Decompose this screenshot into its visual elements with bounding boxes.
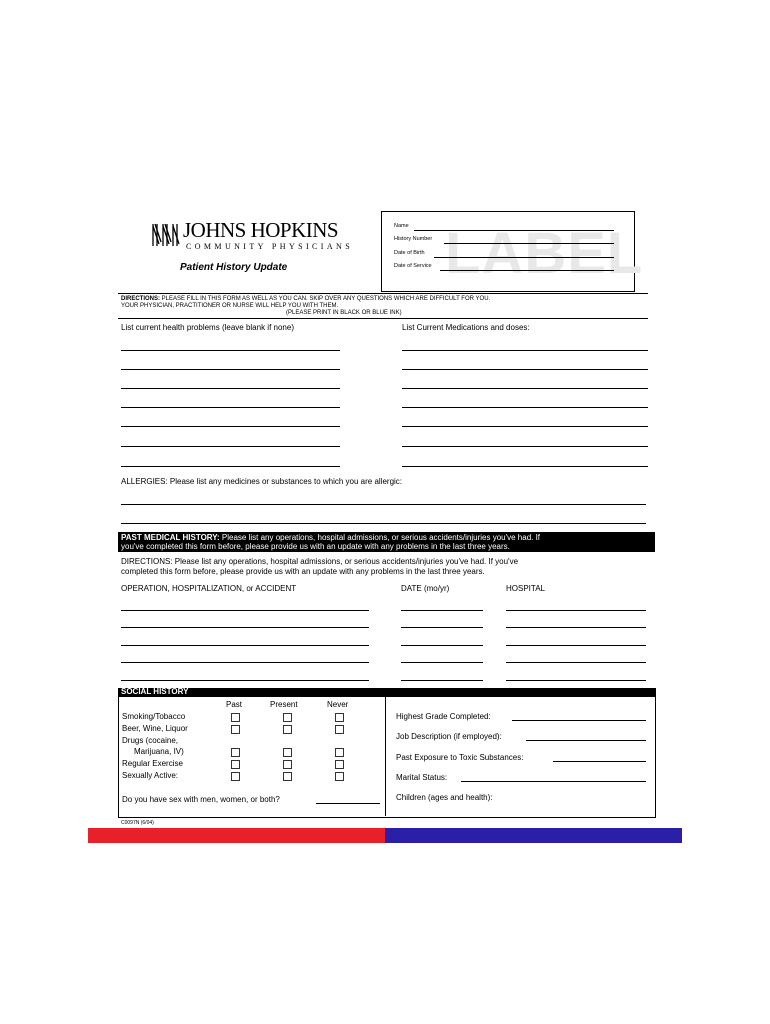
operation-line[interactable] [121,662,369,663]
sexually-active-present-checkbox[interactable] [283,772,292,781]
date-of-birth-field-line[interactable] [434,257,614,258]
date-line[interactable] [401,627,483,628]
never-column-header: Never [327,700,349,709]
health-problem-line[interactable] [121,350,340,351]
job-label: Job Description (if employed): [396,732,502,741]
marital-line[interactable] [461,781,646,782]
footer-blue-bar [385,828,682,843]
sexually-active-past-checkbox[interactable] [231,772,240,781]
smoking-label: Smoking/Tobacco [122,712,186,721]
exercise-never-checkbox[interactable] [335,760,344,769]
date-of-birth-field-label: Date of Birth [394,250,425,256]
drugs-label: Drugs (cocaine, [122,736,179,745]
social-divider [385,697,386,816]
social-history-title: SOCIAL HISTORY [121,687,189,696]
date-line[interactable] [401,645,483,646]
date-line[interactable] [401,662,483,663]
form-title: Patient History Update [180,262,288,273]
medication-line[interactable] [402,466,648,467]
medication-line[interactable] [402,426,648,427]
health-problem-line[interactable] [121,446,340,447]
divider [118,293,648,294]
johns-hopkins-logo-mark [152,222,180,248]
job-line[interactable] [526,740,646,741]
date-of-service-field-label: Date of Service [394,263,432,269]
drugs-past-checkbox[interactable] [231,748,240,757]
exercise-label: Regular Exercise [122,759,183,768]
hospital-line[interactable] [506,662,646,663]
health-problem-line[interactable] [121,369,340,370]
smoking-never-checkbox[interactable] [335,713,344,722]
toxic-line[interactable] [553,761,646,762]
alcohol-past-checkbox[interactable] [231,725,240,734]
operation-line[interactable] [121,610,369,611]
smoking-past-checkbox[interactable] [231,713,240,722]
date-of-service-field-line[interactable] [440,270,614,271]
directions-line2: YOUR PHYSICIAN, PRACTITIONER OR NURSE WILL HELP YOU WITH THEM. [121,303,339,309]
children-label: Children (ages and health): [396,793,493,802]
logo-subtitle: COMMUNITY PHYSICIANS [186,242,354,251]
sex-question-line[interactable] [316,803,380,804]
grade-label: Highest Grade Completed: [396,712,491,721]
divider [118,318,648,319]
allergy-line[interactable] [121,523,646,524]
directions-line1 [121,296,490,302]
hospital-line[interactable] [506,680,646,681]
drugs-never-checkbox[interactable] [335,748,344,757]
pmh-bar-text: Please list any operations, hospital admissions, or serious accidents/injuries you've had. If [219,533,541,542]
hospital-column-header: HOSPITAL [506,584,545,593]
date-line[interactable] [401,680,483,681]
directions-line3: (PLEASE PRINT IN BLACK OR BLUE INK) [286,310,402,316]
history-number-field-line[interactable] [444,243,614,244]
alcohol-label: Beer, Wine, Liquor [122,724,188,733]
alcohol-never-checkbox[interactable] [335,725,344,734]
date-column-header: DATE (mo/yr) [401,584,450,593]
drugs-present-checkbox[interactable] [283,748,292,757]
health-problem-line[interactable] [121,466,340,467]
operation-column-header: OPERATION, HOSPITALIZATION, or ACCIDENT [121,584,297,593]
smoking-present-checkbox[interactable] [283,713,292,722]
health-problem-line[interactable] [121,426,340,427]
pmh-bar-line1 [121,533,540,542]
label-watermark: LABEL [445,221,644,286]
sex-question-label: Do you have sex with men, women, or both? [122,795,280,804]
hospital-line[interactable] [506,645,646,646]
past-medical-history-bar [118,532,655,552]
medication-line[interactable] [402,369,648,370]
medication-line[interactable] [402,388,648,389]
present-column-header: Present [270,700,298,709]
directions-bold: DIRECTIONS: [121,296,160,302]
health-problem-line[interactable] [121,407,340,408]
name-field-line[interactable] [414,230,614,231]
medication-line[interactable] [402,446,648,447]
medication-line[interactable] [402,350,648,351]
hospital-line[interactable] [506,610,646,611]
medications-label: List Current Medications and doses: [402,323,530,332]
marital-label: Marital Status: [396,773,448,782]
history-number-field-label: History Number [394,236,433,242]
sexually-active-never-checkbox[interactable] [335,772,344,781]
alcohol-present-checkbox[interactable] [283,725,292,734]
drugs-label-cont: Marijuana, IV) [134,747,184,756]
medication-line[interactable] [402,407,648,408]
date-line[interactable] [401,610,483,611]
operation-line[interactable] [121,645,369,646]
logo-name: JOHNS HOPKINS [183,218,339,242]
pmh-directions-line1: DIRECTIONS: Please list any operations, hospital admissions, or serious accidents/injuries you've had. If you've [121,557,519,566]
allergy-line[interactable] [121,504,646,505]
name-field-label: Name [394,223,409,229]
exercise-present-checkbox[interactable] [283,760,292,769]
sexually-active-label: Sexually Active: [122,771,179,780]
directions-text: PLEASE FILL IN THIS FORM AS WELL AS YOU CAN. SKIP OVER ANY QUESTIONS WHICH ARE DIFFICULT FOR YOU. [160,296,491,302]
pmh-bar-line2: you've completed this form before, please provide us with an update with any problems in the last three years. [121,542,510,551]
past-column-header: Past [226,700,243,709]
operation-line[interactable] [121,627,369,628]
pmh-bar-bold: PAST MEDICAL HISTORY: [121,533,220,542]
patient-label-box [381,211,644,292]
toxic-label: Past Exposure to Toxic Substances: [396,753,524,762]
hospital-line[interactable] [506,627,646,628]
form-code: C0097N (6/04) [121,820,154,826]
health-problems-label: List current health problems (leave blank if none) [121,323,294,332]
allergies-label: ALLERGIES: Please list any medicines or substances to which you are allergic: [121,477,403,486]
grade-line[interactable] [512,720,646,721]
exercise-past-checkbox[interactable] [231,760,240,769]
operation-line[interactable] [121,680,369,681]
health-problem-line[interactable] [121,388,340,389]
footer-red-bar [88,828,385,843]
social-history-bar [118,688,655,697]
pmh-directions-line2: completed this form before, please provide us with an update with any problems in the last three years. [121,567,485,576]
